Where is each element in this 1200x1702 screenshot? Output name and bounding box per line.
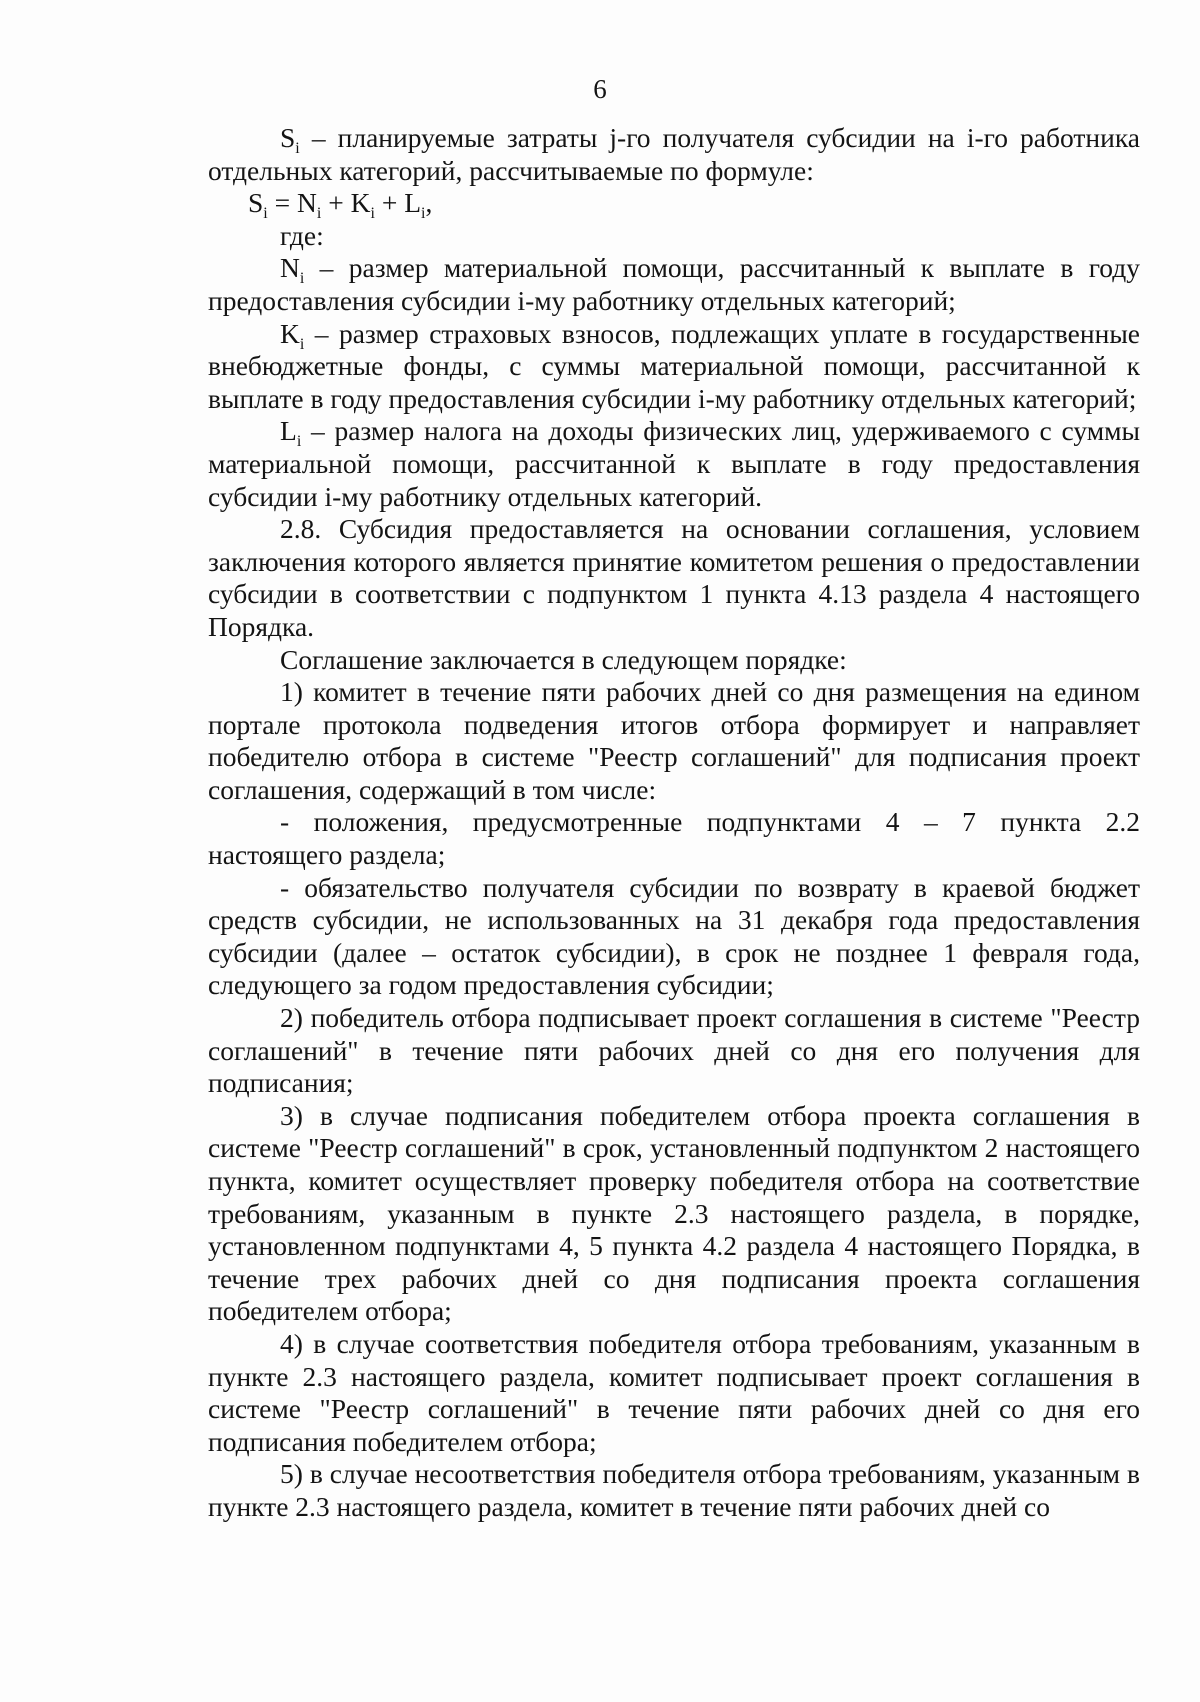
subscript-i: i: [299, 335, 305, 353]
list-item-3: 3) в случае подписания победителем отбора проекта соглашения в системе "Реестр соглашений" в срок, установленный подпунктом 2 настоящего пункта, комитет осуществляет проверку победителя отбора на соответствие требованиям, указанным в пункте 2.3 настоящего раздела, в порядке, установленном подпунктами 4, 5 пункта 4.2 раздела 4 настоящего Порядка, в течение трех рабочих дней со дня подписания проекта соглашения победителем отбора;: [208, 1099, 1140, 1327]
paragraph-text: – планируемые затраты j-го получателя субсидии на i-го работника отдельных категорий, рассчитываемые по формуле:: [208, 122, 1140, 186]
document-body: [208, 122, 1140, 1524]
formula-l-sub: i: [421, 205, 426, 223]
symbol-n: N: [280, 252, 300, 284]
paragraph-si-definition: [208, 122, 1140, 187]
symbol-k: K: [280, 317, 300, 349]
formula-end: ,: [425, 187, 433, 219]
formula-s-sub: i: [263, 205, 268, 223]
paragraph-li-definition: [208, 415, 1140, 513]
list-item-1: 1) комитет в течение пяти рабочих дней со дня размещения на едином портале протокола подведения итогов отбора формирует и направляет победителю отбора в системе "Реестр соглашений" для подписания проект соглашения, содержащий в том числе:: [208, 676, 1140, 805]
dash-item-2: - обязательство получателя субсидии по возврату в краевой бюджет средств субсидии, не использованных на 31 декабря года предоставления субсидии (далее – остаток субсидии), в срок не позднее 1 февраля года, следующего за годом предоставления субсидии;: [208, 871, 1140, 1001]
formula-l: L: [404, 187, 422, 219]
subscript-i: i: [296, 433, 302, 451]
paragraph-where: где:: [280, 219, 324, 251]
symbol-l: L: [280, 415, 297, 447]
paragraph-text: – размер страховых взносов, подлежащих уплате в государственные внебюджетные фонды, с суммы материальной помощи, рассчитанной к выплате в году предоставления субсидии i-му работнику отдельных категорий;: [208, 317, 1140, 414]
dash-item-1: - положения, предусмотренные подпунктами 4 – 7 пункта 2.2 настоящего раздела;: [208, 806, 1140, 871]
list-item-4: 4) в случае соответствия победителя отбора требованиям, указанным в пункте 2.3 настоящего раздела, комитет подписывает проект соглашения в системе "Реестр соглашений" в течение пяти рабочих дней со дня его подписания победителем отбора;: [208, 1327, 1140, 1457]
formula-n-sub: i: [316, 205, 322, 223]
paragraph-ni-definition: [208, 252, 1140, 317]
formula-plus: +: [321, 187, 351, 219]
list-item-2: 2) победитель отбора подписывает проект соглашения в системе "Реестр соглашений" в течение пяти рабочих дней со дня его получения для подписания;: [208, 1002, 1140, 1099]
page-number: 6: [593, 74, 607, 104]
subscript-i: i: [299, 270, 305, 288]
symbol-s: S: [280, 122, 296, 153]
paragraph-ki-definition: [208, 318, 1140, 416]
formula-k-sub: i: [370, 205, 375, 223]
formula-n: N: [297, 187, 317, 219]
paragraph-2-8: 2.8. Субсидия предоставляется на основании соглашения, условием заключения которого является принятие комитетом решения о предоставлении субсидии в соответствии с подпунктом 1 пункта 4.13 раздела 4 настоящего Порядка.: [208, 513, 1140, 642]
paragraph-text: – размер налога на доходы физических лиц, удерживаемого с суммы материальной помощи, рассчитанной к выплате в году предоставления субсидии i-му работнику отдельных категорий.: [208, 415, 1140, 512]
formula-s: S: [248, 187, 264, 219]
formula-k: K: [350, 187, 371, 219]
list-item-5: 5) в случае несоответствия победителя отбора требованиям, указанным в пункте 2.3 настоящего раздела, комитет в течение пяти рабочих дней со: [208, 1458, 1140, 1522]
paragraph-agreement-order: Соглашение заключается в следующем порядке:: [280, 643, 847, 675]
paragraph-text: – размер материальной помощи, рассчитанный к выплате в году предоставления субсидии i-му работнику отдельных категорий;: [208, 252, 1140, 316]
subscript-i: i: [295, 140, 300, 157]
formula-plus: +: [374, 187, 405, 219]
formula-equals: =: [267, 187, 298, 219]
formula: [208, 187, 1140, 223]
